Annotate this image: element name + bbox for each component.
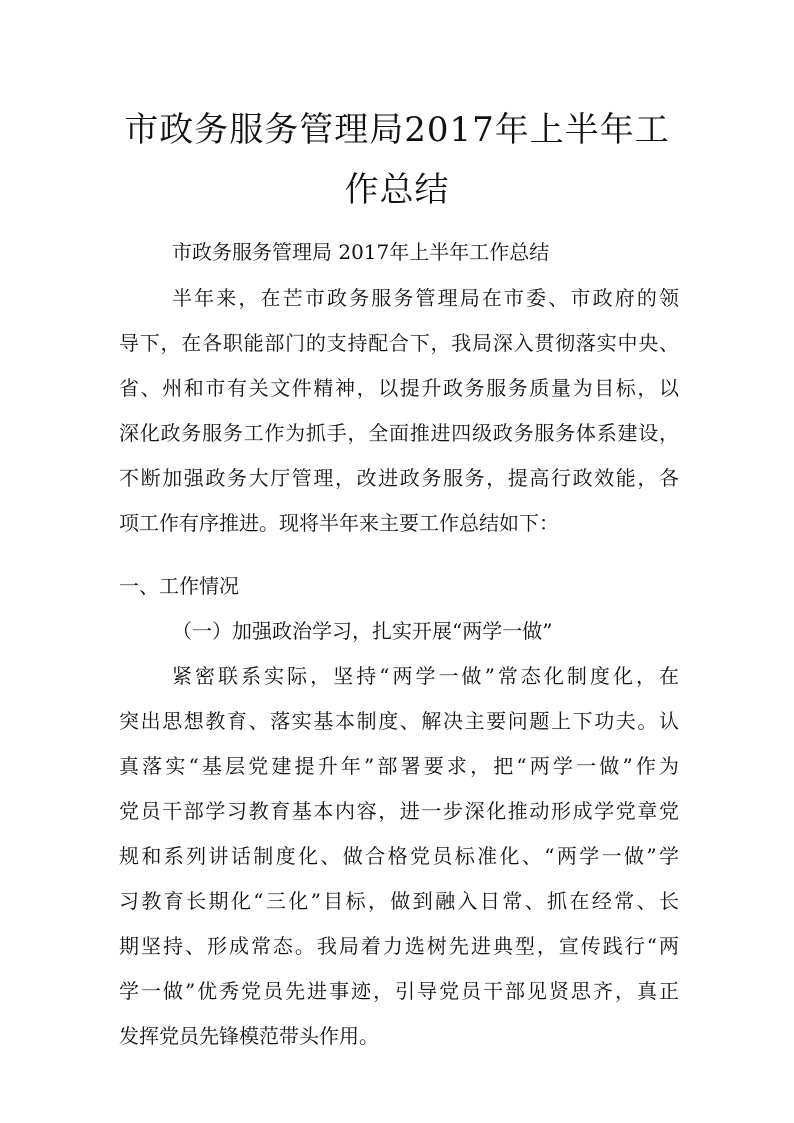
intro-line: 项工作有序推进。现将半年来主要工作总结如下： — [119, 511, 559, 535]
body-line: 突出思想教育、落实基本制度、解决主要问题上下功夫。认 — [119, 709, 679, 733]
document-subtitle: 市政务服务管理局 2017年上半年工作总结 — [172, 240, 550, 264]
section-heading: 一、工作情况 — [119, 574, 239, 598]
intro-line: 省、州和市有关文件精神，以提升政务服务质量为目标，以 — [119, 376, 679, 400]
body-line: 党员干部学习教育基本内容，进一步深化推动形成学党章党 — [119, 799, 679, 823]
body-line: 发挥党员先锋模范带头作用。 — [119, 1024, 379, 1048]
intro-line: 深化政务服务工作为抓手，全面推进四级政务服务体系建设， — [119, 421, 679, 445]
body-line: 期坚持、形成常态。我局着力选树先进典型，宣传践行“两 — [119, 934, 679, 958]
intro-line: 不断加强政务大厅管理，改进政务服务，提高行政效能，各 — [119, 466, 679, 490]
intro-line: 半年来，在芒市政务服务管理局在市委、市政府的领 — [172, 286, 679, 310]
body-line: 习教育长期化“三化”目标，做到融入日常、抓在经常、长 — [119, 889, 679, 913]
intro-line: 导下，在各职能部门的支持配合下，我局深入贯彻落实中央、 — [119, 331, 679, 355]
body-line: 规和系列讲话制度化、做合格党员标准化、“两学一做”学 — [119, 844, 679, 868]
subsection-heading: （一）加强政治学习，扎实开展“两学一做” — [172, 619, 553, 643]
document-title-line-1: 市政务服务管理局2017年上半年工 — [124, 110, 670, 150]
body-line: 紧密联系实际，坚持“两学一做”常态化制度化，在 — [172, 664, 679, 688]
body-line: 真落实“基层党建提升年”部署要求，把“两学一做”作为 — [119, 754, 679, 778]
document-title-line-2: 作总结 — [344, 170, 450, 210]
body-line: 学一做”优秀党员先进事迹，引导党员干部见贤思齐，真正 — [119, 979, 679, 1003]
